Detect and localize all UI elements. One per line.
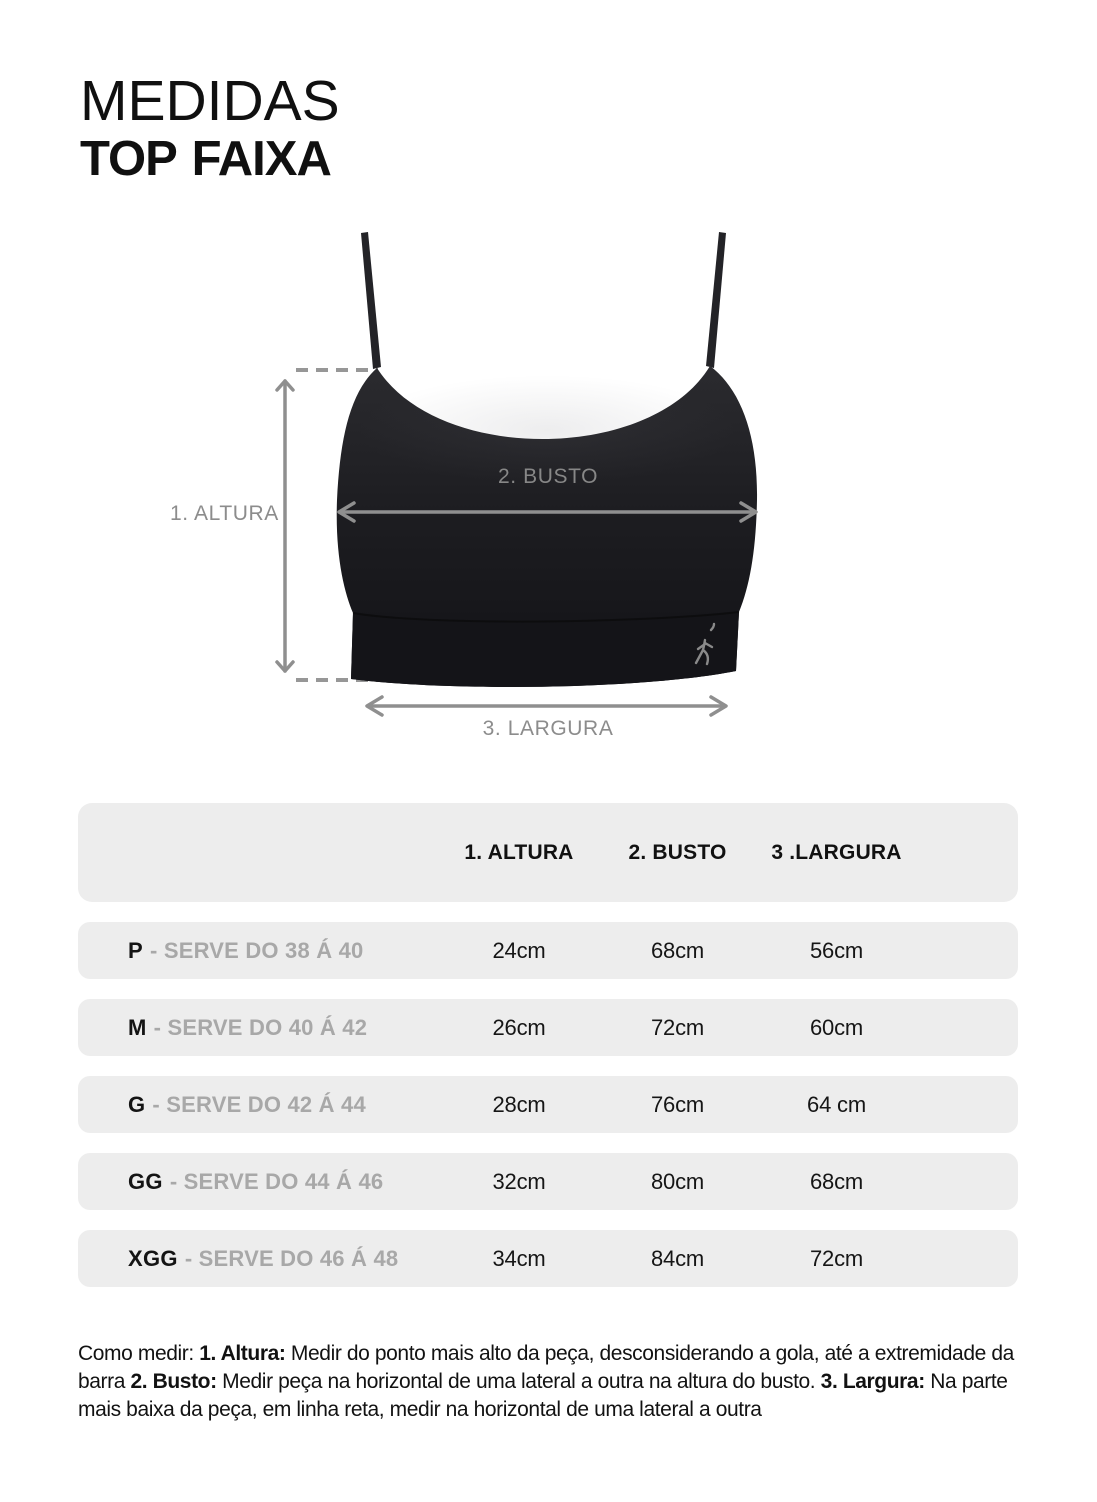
instruction-term: 1. Altura:	[199, 1342, 286, 1365]
title-product-name: TOP FAIXA	[80, 132, 331, 186]
size-label	[78, 1246, 440, 1272]
instruction-text: barra	[78, 1370, 131, 1393]
busto-value: 80cm	[651, 1168, 704, 1194]
garment-band	[351, 612, 739, 687]
size-label	[78, 938, 440, 964]
size-letter: M	[128, 1014, 147, 1040]
size-letter: G	[128, 1091, 146, 1117]
instruction-term: 3. Largura:	[820, 1370, 925, 1393]
garment-illustration	[337, 232, 757, 687]
instruction-text: Como medir:	[78, 1342, 200, 1365]
instructions-line	[78, 1368, 1078, 1396]
size-letter: XGG	[128, 1245, 178, 1271]
fit-range: - SERVE DO 40 Á 42	[153, 1014, 368, 1040]
largura-value: 56cm	[810, 937, 863, 963]
largura-value: 60cm	[810, 1014, 863, 1040]
size-letter: GG	[128, 1168, 163, 1194]
altura-value: 34cm	[492, 1245, 546, 1271]
instruction-text: Medir peça na horizontal de uma lateral a outra na altura do busto.	[216, 1370, 821, 1393]
measuring-instructions	[78, 1340, 1078, 1424]
garment-strap-right	[706, 232, 726, 368]
garment-strap-left	[361, 232, 381, 369]
busto-value: 72cm	[651, 1014, 704, 1040]
header-busto: 2. BUSTO	[628, 840, 727, 864]
table-row	[78, 1076, 1018, 1133]
largura-value: 72cm	[810, 1245, 863, 1271]
busto-value: 76cm	[651, 1091, 704, 1117]
instruction-text: mais baixa da peça, em linha reta, medir na horizontal de uma lateral a outra	[78, 1398, 762, 1421]
size-table	[78, 803, 1018, 1287]
fit-range: - SERVE DO 38 Á 40	[149, 937, 364, 963]
altura-measure-label: 1. ALTURA	[170, 502, 279, 525]
largura-arrow	[367, 697, 726, 715]
altura-value: 32cm	[492, 1168, 546, 1194]
fit-range: - SERVE DO 42 Á 44	[152, 1091, 366, 1117]
altura-arrow	[277, 381, 293, 671]
size-letter: P	[128, 937, 143, 963]
busto-value: 68cm	[651, 937, 704, 963]
altura-value: 24cm	[492, 937, 546, 963]
fit-range: - SERVE DO 44 Á 46	[169, 1168, 384, 1194]
size-label	[78, 1015, 440, 1041]
table-row	[78, 999, 1018, 1056]
instruction-text: Na parte	[924, 1370, 1008, 1393]
altura-value: 28cm	[492, 1091, 546, 1117]
header-altura: 1. ALTURA	[464, 840, 574, 864]
table-row	[78, 1153, 1018, 1210]
instruction-text: Medir do ponto mais alto da peça, desconsiderando a gola, até a extremidade da	[285, 1342, 1014, 1365]
busto-measure-label: 2. BUSTO	[497, 465, 599, 488]
fit-range: - SERVE DO 46 Á 48	[184, 1245, 399, 1271]
title-medidas: MEDIDAS	[80, 69, 340, 133]
busto-value: 84cm	[651, 1245, 704, 1271]
largura-measure-label: 3. LARGURA	[482, 717, 614, 740]
largura-value: 64 cm	[807, 1091, 866, 1117]
largura-value: 68cm	[810, 1168, 863, 1194]
instructions-line	[78, 1340, 1078, 1368]
table-header-row	[78, 803, 1018, 902]
instruction-term: 2. Busto:	[130, 1370, 217, 1393]
header-largura: 3 .LARGURA	[771, 840, 902, 864]
altura-value: 26cm	[492, 1014, 546, 1040]
table-row	[78, 922, 1018, 979]
size-label	[78, 1092, 440, 1118]
size-label	[78, 1169, 440, 1195]
table-row	[78, 1230, 1018, 1287]
page-title	[80, 70, 340, 186]
instructions-line	[78, 1396, 1078, 1424]
